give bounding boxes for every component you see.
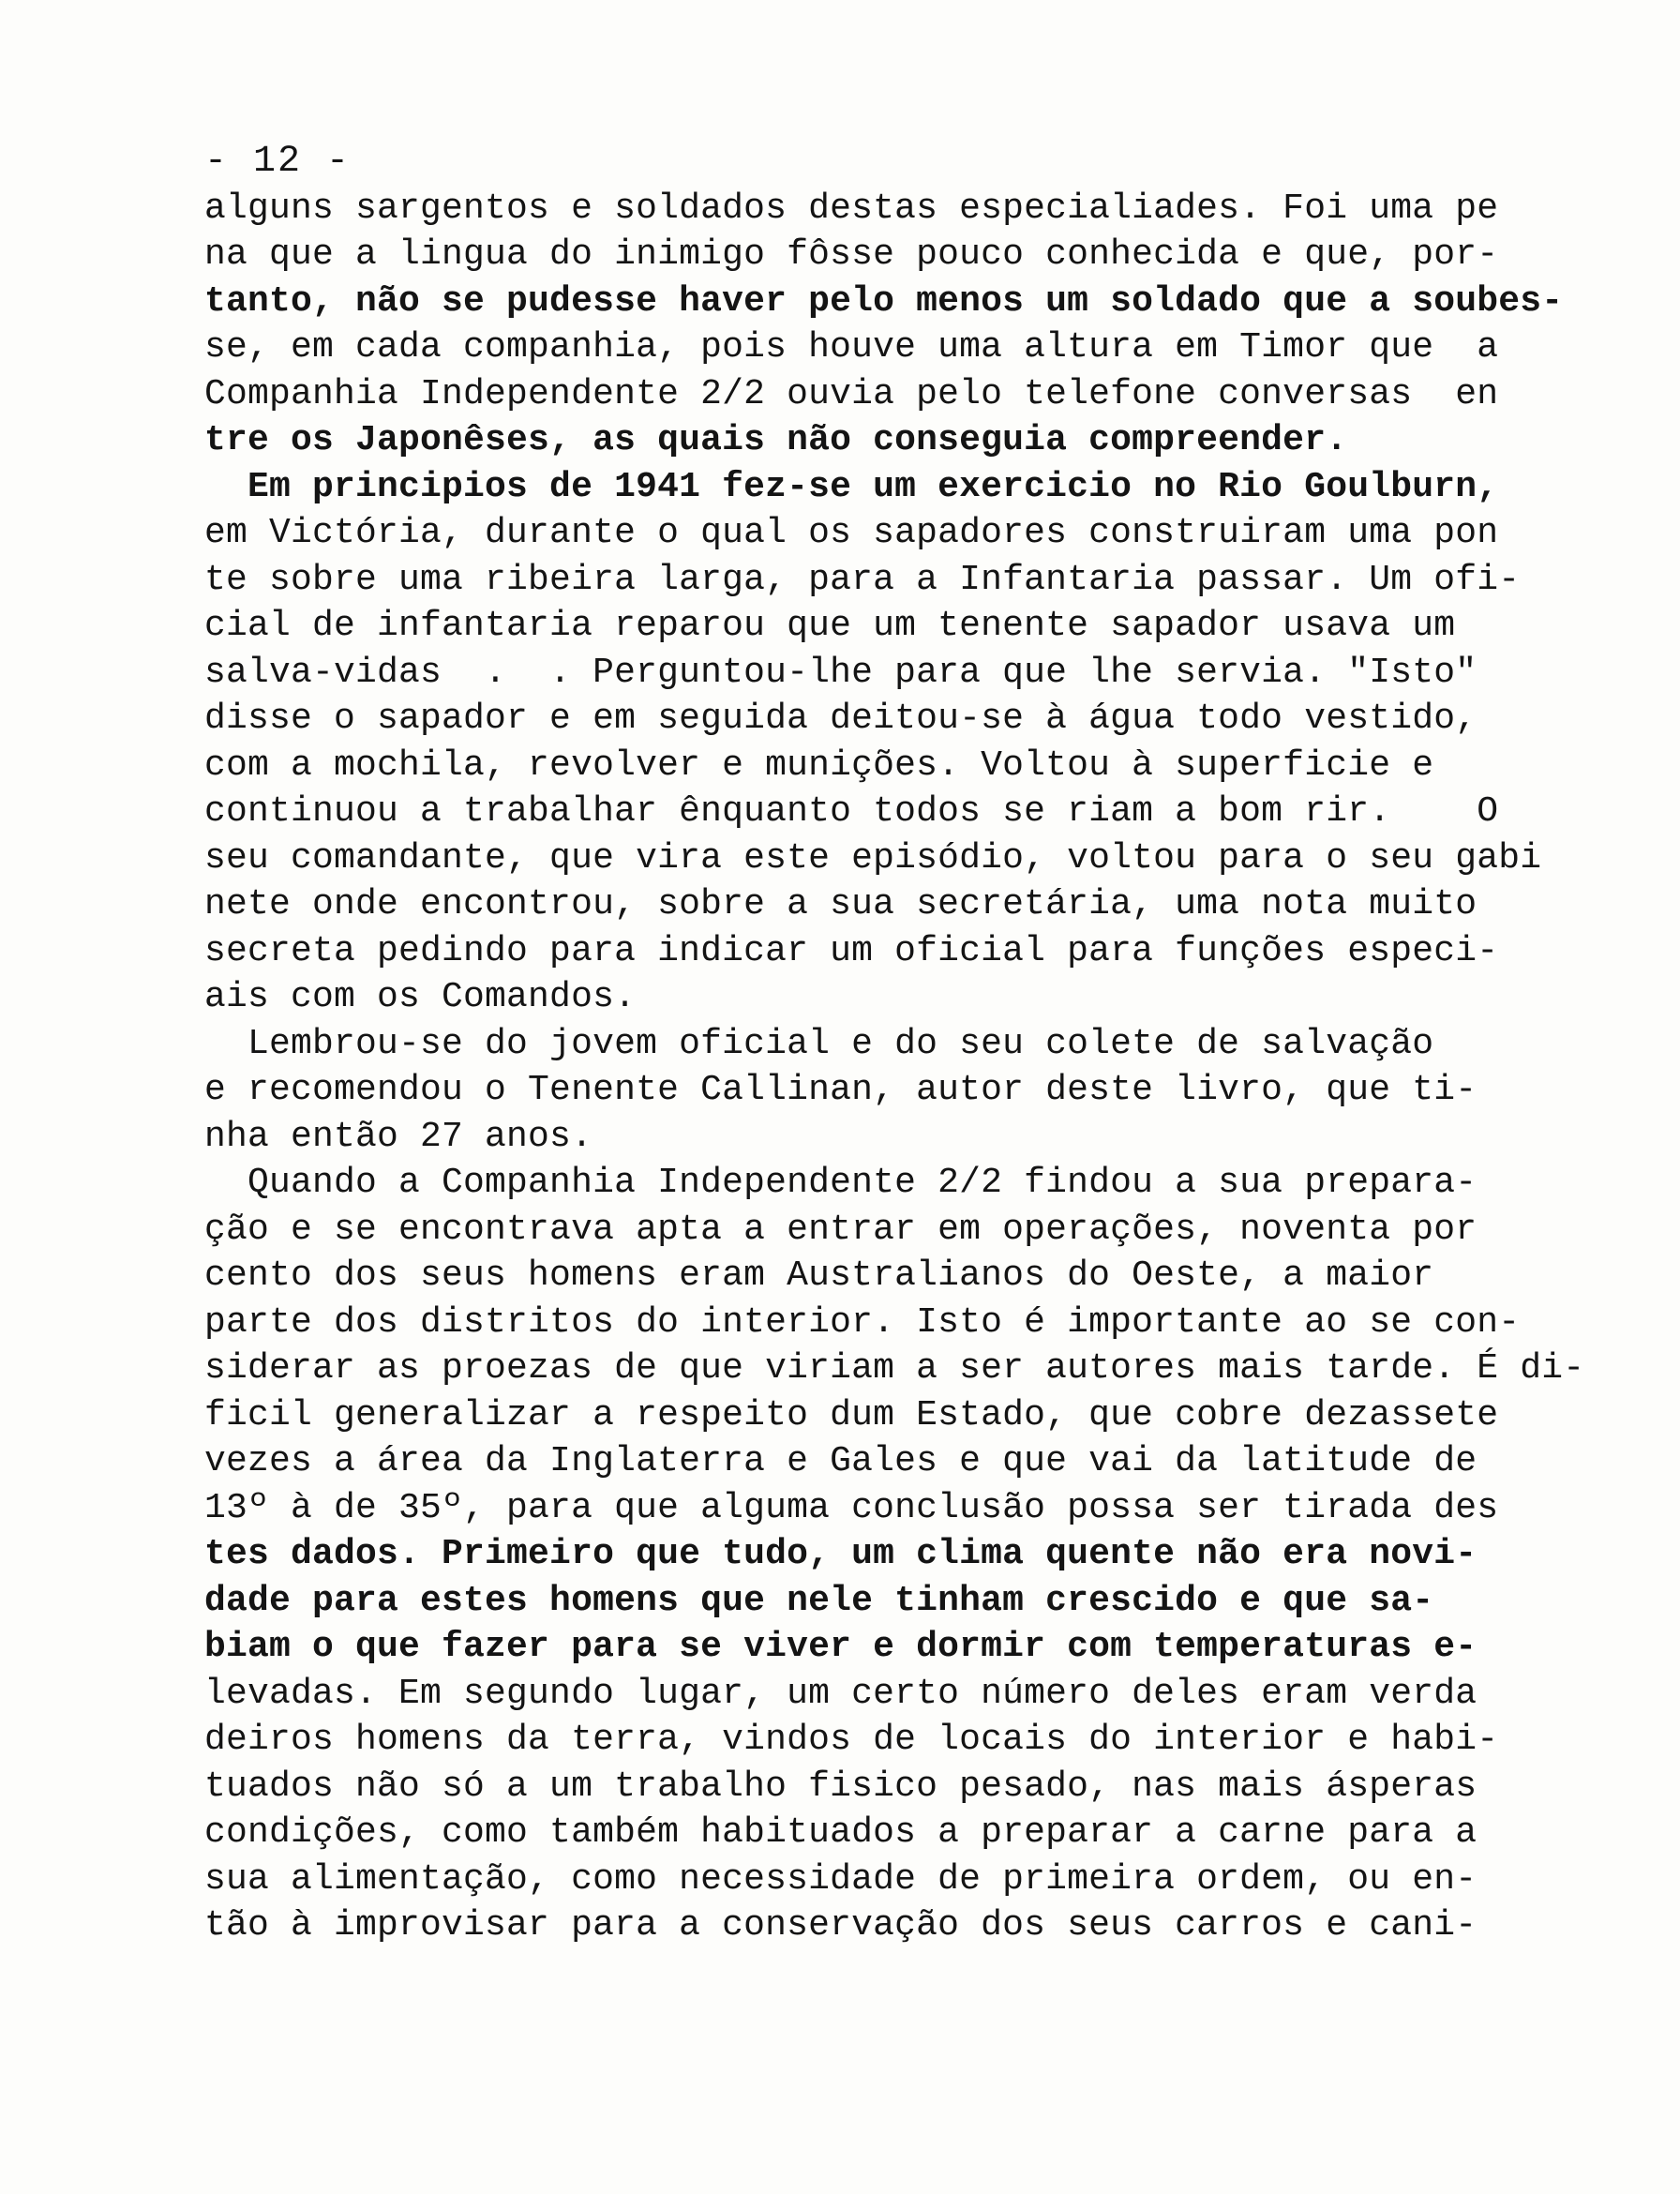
text-line-30: tes dados. Primeiro que tudo, um clima quente não era novi- [204,1534,1478,1574]
text-line-35: tuados não só a um trabalho fisico pesado, nas mais ásperas [204,1766,1478,1807]
text-line-9: te sobre uma ribeira larga, para a Infantaria passar. Um ofi- [204,559,1521,600]
text-line-36: condições, como também habituados a preparar a carne para a [204,1812,1478,1853]
text-line-32: biam o que fazer para se viver e dormir com temperaturas e- [204,1627,1478,1667]
text-line-24: cento dos seus homens eram Australianos do Oeste, a maior [204,1255,1434,1296]
text-line-29: 13º à de 35º, para que alguma conclusão possa ser tirada des [204,1487,1499,1528]
text-line-28: vezes a área da Inglaterra e Gales e que vai da latitude de [204,1441,1478,1481]
text-line-27: ficil generalizar a respeito dum Estado, que cobre dezassete [204,1394,1499,1435]
text-line-6: tre os Japonêses, as quais não conseguia compreender. [204,420,1348,460]
text-line-17: secreta pedindo para indicar um oficial para funções especi- [204,930,1499,971]
text-line-15: seu comandante, que vira este episódio, voltou para o seu gabi [204,837,1542,879]
text-line-31: dade para estes homens que nele tinham crescido e que sa- [204,1580,1434,1621]
text-line-4: se, em cada companhia, pois houve uma altura em Timor que a [204,327,1499,368]
text-line-16: nete onde encontrou, sobre a sua secretária, uma nota muito [204,884,1478,924]
text-line-1: alguns sargentos e soldados destas especialiades. Foi uma pe [204,188,1499,229]
text-line-3: tanto, não se pudesse haver pelo menos um soldado que a soubes- [204,280,1564,322]
text-line-14: continuou a trabalhar ênquanto todos se riam a bom rir. O [204,791,1499,832]
text-line-21: nha então 27 anos. [204,1116,593,1157]
text-line-25: parte dos distritos do interior. Isto é importante ao se con- [204,1301,1521,1343]
text-line-7: Em principios de 1941 fez-se um exercicio no Rio Goulburn, [204,466,1499,507]
text-line-34: deiros homens da terra, vindos de locais do interior e habi- [204,1720,1499,1760]
text-line-38: tão à improvisar para a conservação dos seus carros e cani- [204,1905,1478,1946]
page-number: - 12 - [204,141,352,183]
text-line-5: Companhia Independente 2/2 ouvia pelo telefone conversas en [204,373,1499,414]
text-line-33: levadas. Em segundo lugar, um certo número deles eram verda [204,1673,1478,1714]
text-line-23: ção e se encontrava apta a entrar em operações, noventa por [204,1209,1478,1250]
text-line-13: com a mochila, revolver e munições. Voltou à superficie e [204,744,1434,786]
text-line-37: sua alimentação, como necessidade de primeira ordem, ou en- [204,1858,1478,1900]
text-line-2: na que a lingua do inimigo fôsse pouco conhecida e que, por- [204,234,1499,275]
text-line-19: Lembrou-se do jovem oficial e do seu colete de salvação [204,1023,1434,1064]
text-line-20: e recomendou o Tenente Callinan, autor deste livro, que ti- [204,1070,1478,1110]
text-line-22: Quando a Companhia Independente 2/2 findou a sua prepara- [204,1163,1478,1203]
text-line-11: salva-vidas . . Perguntou-lhe para que lhe servia. "Isto" [204,652,1478,693]
text-line-8: em Victória, durante o qual os sapadores construiram uma pon [204,513,1499,553]
text-line-12: disse o sapador e em seguida deitou-se à água todo vestido, [204,699,1478,739]
text-line-18: ais com os Comandos. [204,977,637,1017]
text-line-26: siderar as proezas de que viriam a ser autores mais tarde. É di- [204,1348,1585,1389]
text-line-10: cial de infantaria reparou que um tenente sapador usava um [204,606,1456,646]
typewritten-text-block [204,139,1629,1949]
